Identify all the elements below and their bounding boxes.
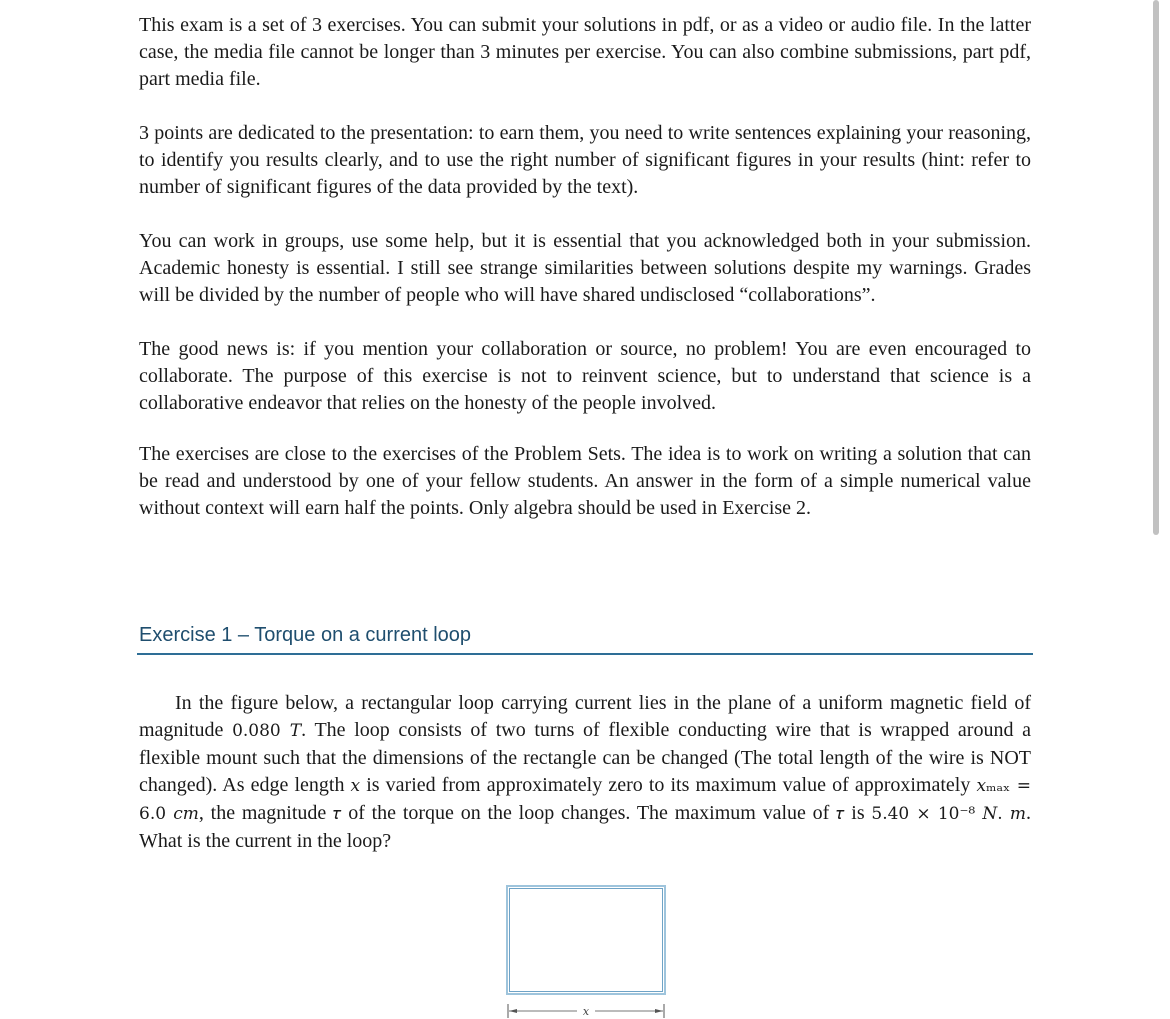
intro-paragraph-5: The exercises are close to the exercises of the Problem Sets. The idea is to work on writing a solution that can be read and understood by one of your fellow students. An answer in the form of a simple numerical value without context will earn half the points. Only algebra should be used in Exercise 2.: [139, 443, 1031, 519]
intro-paragraph-1: This exam is a set of 3 exercises. You can submit your solutions in pdf, or as a video or audio file. In the latter case, the media file cannot be longer than 3 minutes per exercise. You can also combine submissions, part pdf, part media file.: [139, 14, 1031, 90]
scrollbar[interactable]: [1153, 0, 1159, 535]
intro-paragraph-2: 3 points are dedicated to the presentation: to earn them, you need to write sentences explaining your reasoning, to identify you results clearly, and to use the right number of significant figures in your results (hint: refer to number of significant figures of the data provided by the text).: [139, 122, 1031, 198]
exercise-1-text: In the figure below, a rectangular loop carrying current lies in the plane of a uniform magnetic field of magnitude 0.080 𝑇. The loop consists of two turns of flexible conducting wire that is wrapped around a flexible mount such that the dimensions of the rectangle can be changed (The total length of the wire is NOT changed). As edge length 𝑥 is varied from approximately zero to its maximum value of approximately 𝑥ₘₐₓ = 6.0 𝑐𝑚, the magnitude 𝜏 of the torque on the loop changes. The maximum value of 𝜏 is 5.40 × 10⁻⁸ 𝑁. 𝑚. What is the current in the loop?: [139, 692, 1031, 852]
figure-label-x: x: [582, 1005, 590, 1018]
intro-paragraph-4: The good news is: if you mention your collaboration or source, no problem! You are even encouraged to collaborate. The purpose of this exercise is not to reinvent science, but to understand that science is a collaborative endeavor that relies on the honesty of the people involved.: [139, 338, 1031, 414]
intro-paragraph-3: You can work in groups, use some help, but it is essential that you acknowledged both in your submission. Academic honesty is essential. I still see strange similarities between solutions despite my warnings. Grades will be divided by the number of people who will have shared undisclosed “collaborations”.: [139, 230, 1031, 306]
exercise-1-heading: Exercise 1 – Torque on a current loop: [139, 624, 472, 646]
dimension-arrow-x: [507, 1004, 665, 1018]
current-loop-figure: [506, 885, 666, 995]
heading-underline: [137, 653, 1033, 655]
